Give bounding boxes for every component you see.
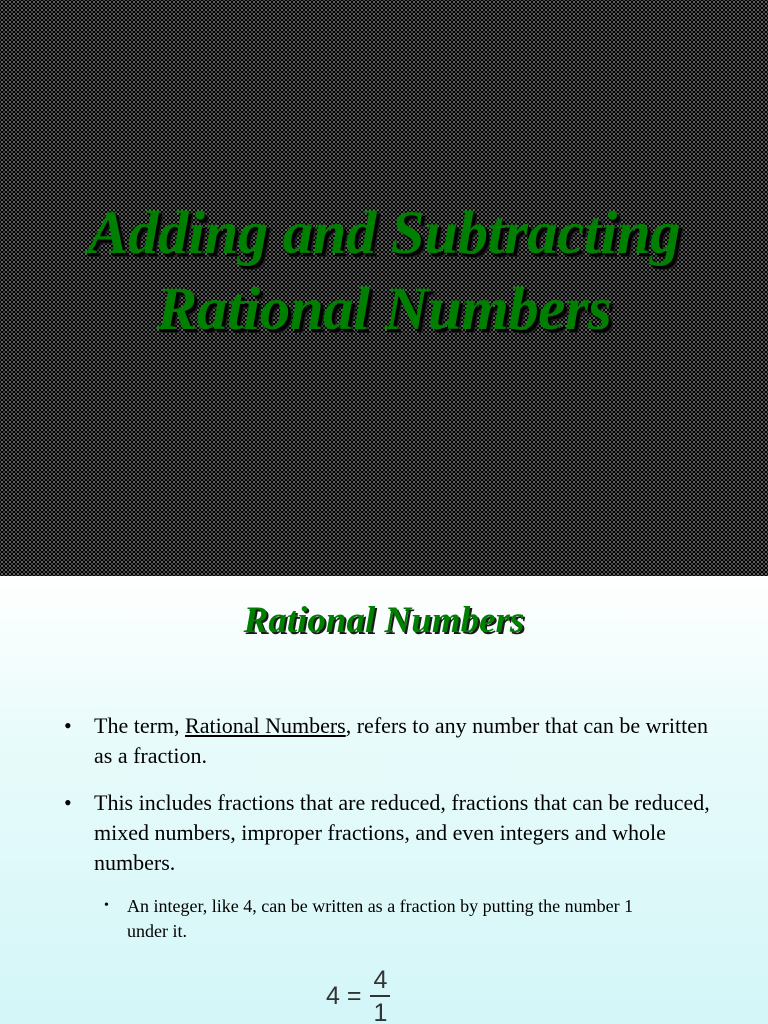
fraction-bar	[370, 995, 390, 997]
sub-bullet-integer	[104, 894, 664, 944]
content-heading: Rational Numbers	[243, 600, 525, 641]
bullet-text: This includes fractions that are reduced, fractions that can be reduced, mixed numbers, improper fractions, and even integers and whole numbers.	[94, 790, 710, 875]
bullet-includes	[64, 788, 724, 878]
bullet-text-suffix: , refers to any number that can be written as a fraction.	[94, 713, 708, 768]
bullet-text	[94, 711, 724, 771]
title-line-2: Rational Numbers	[156, 276, 612, 343]
sub-bullet-text: An integer, like 4, can be written as a fraction by putting the number 1 under it.	[127, 896, 634, 941]
bullet-rational-definition	[64, 711, 724, 771]
equation-lhs: 4 =	[326, 982, 362, 1010]
equation-fraction	[370, 966, 390, 1024]
bullet-dot: •	[64, 790, 72, 815]
fraction-equation	[326, 966, 390, 1024]
sub-bullet-dot: •	[104, 898, 109, 913]
slide-title	[0, 196, 768, 348]
title-line-1: Adding and Subtracting	[87, 200, 681, 267]
underlined-term: Rational Numbers	[185, 713, 346, 738]
content-slide	[0, 576, 768, 1024]
fraction-denominator: 1	[373, 999, 388, 1024]
bullet-text-prefix: The term,	[94, 713, 186, 738]
fraction-numerator: 4	[373, 966, 388, 994]
bullet-dot: •	[64, 713, 72, 738]
